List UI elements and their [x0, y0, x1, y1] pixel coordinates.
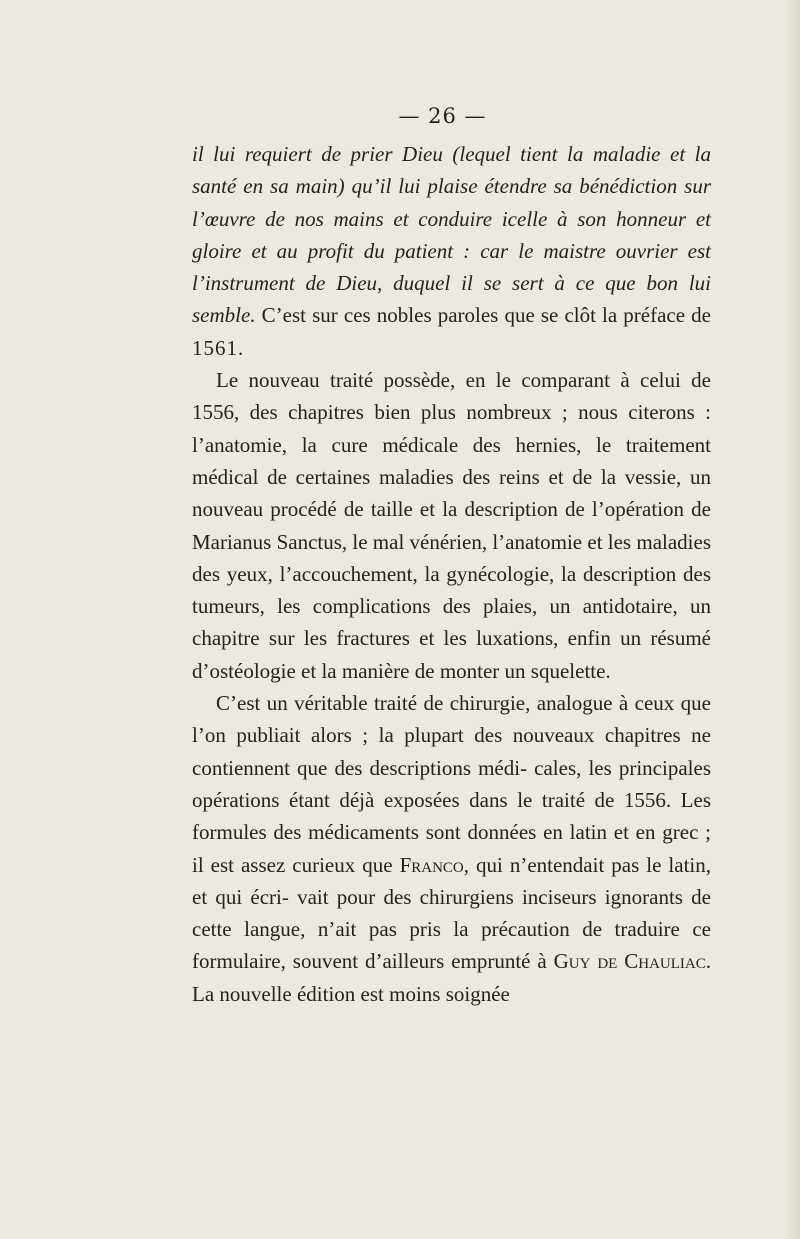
body-text [192, 138, 711, 1010]
quoted-passage: il lui requiert de prier Dieu (lequel tient la maladie et la santé en sa main) qu’il lui plaise étendre sa bénédiction sur l’œuvre de nos mains et conduire icelle à son honneur et gloire et au profit du patient : car le maistre ouvrier est l’instrument de Dieu, duquel il se sert à ce que bon lui semble. [192, 142, 711, 328]
paragraph-3-part-a: C’est un véritable traité de chirurgie, analogue à ceux que l’on publiait alors ; la plupart des nouveaux chapitres ne contiennent que des descriptions médi- cales, les principales opérations étant déjà exposées dans le traité de 1556. Les formules des médicaments sont données en latin et en grec ; il est assez curieux que [192, 691, 711, 877]
paragraph-3 [192, 687, 711, 1010]
page-number: — 26 — [398, 104, 487, 128]
paragraph-1-end: . [238, 335, 244, 360]
paragraph-3-part-c: . La nouvelle édition est moins soignée [192, 949, 711, 1006]
author-name-guy-de-chauliac: Guy de Chauliac [553, 949, 706, 974]
paragraph-1-text: C’est sur ces nobles paroles que se clôt la préface de [255, 303, 711, 328]
paragraph-1 [192, 138, 711, 364]
page-edge-shadow [786, 0, 800, 1239]
year: 1561 [192, 335, 238, 360]
author-name-franco: Franco [399, 852, 464, 877]
paragraph-3-part-b: , qui n’entendait pas le latin, et qui écri- vait pour des chirurgiens inciseurs ignorants de cette langue, n’ait pas pris la précaution de traduire ce formulaire, souvent d’ailleurs emprunté à [192, 852, 711, 974]
paragraph-2: Le nouveau traité possède, en le comparant à celui de 1556, des chapitres bien plus nombreux ; nous citerons : l’anatomie, la cure médicale des hernies, le traitement médical de certaines maladies des reins et de la vessie, un nouveau procédé de taille et la description de l’opération de Marianus Sanctus, le mal vénérien, l’anatomie et les maladies des yeux, l’accouchement, la gynécologie, la description des tumeurs, les complications des plaies, un antidotaire, un chapitre sur les fractures et les luxations, enfin un résumé d’ostéologie et la manière de monter un squelette. [192, 368, 711, 683]
